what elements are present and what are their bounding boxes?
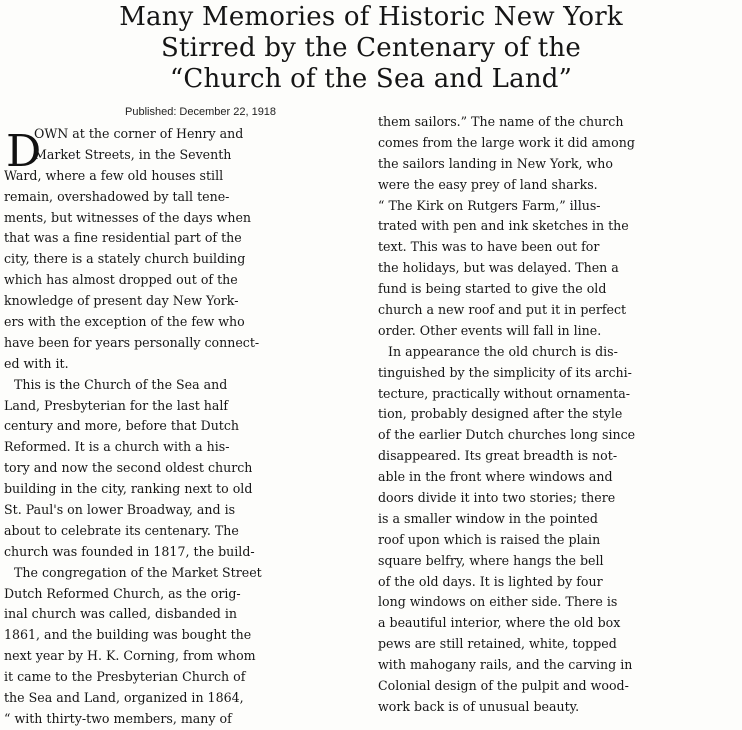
text-line: 1861, and the building was bought the — [4, 627, 252, 643]
headline-line-1: Many Memories of Historic New York — [119, 2, 623, 32]
text-line: roof upon which is raised the plain — [378, 531, 601, 547]
text-line: were the easy prey of land sharks. — [378, 176, 598, 192]
text-line: pews are still retained, white, topped — [378, 636, 617, 652]
text-line: ers with the exception of the few who — [4, 314, 245, 330]
right-column — [378, 112, 740, 718]
text-line: a beautiful interior, where the old box — [378, 615, 621, 631]
text-line: Colonial design of the pulpit and wood- — [378, 678, 629, 694]
text-line: which has almost dropped out of the — [4, 272, 238, 288]
text-line: In appearance the old church is dis- — [388, 343, 618, 359]
text-line: the holidays, but was delayed. Then a — [378, 260, 619, 276]
text-line: The congregation of the Market Street — [14, 564, 262, 580]
text-line: tinguished by the simplicity of its archi- — [378, 364, 632, 380]
drop-cap: D — [6, 126, 42, 177]
text-line: with mahogany rails, and the carving in — [378, 657, 633, 673]
text-line: Ward, where a few old houses still — [4, 167, 224, 183]
text-line: is a smaller window in the pointed — [378, 510, 598, 526]
text-line: This is the Church of the Sea and — [14, 376, 228, 392]
text-line: remain, overshadowed by tall tene- — [4, 188, 230, 204]
text-line: St. Paul's on lower Broadway, and is — [4, 502, 236, 518]
text-line: Dutch Reformed Church, as the orig- — [4, 585, 241, 601]
left-column — [4, 124, 366, 730]
text-line: have been for years personally connect- — [4, 334, 260, 350]
text-line: knowledge of present day New York- — [4, 293, 239, 309]
text-line: able in the front where windows and — [378, 469, 613, 485]
headline-line-2: Stirred by the Centenary of the — [161, 33, 581, 63]
text-line: them sailors.” The name of the church — [378, 114, 624, 129]
text-line: of the earlier Dutch churches long since — [378, 427, 636, 443]
published-date: Published: December 22, 1918 — [125, 106, 277, 118]
text-line: square belfry, where hangs the bell — [378, 552, 604, 568]
text-line: Reformed. It is a church with a his- — [4, 439, 230, 455]
text-line: church was founded in 1817, the build- — [4, 543, 255, 559]
text-line: city, there is a stately church building — [4, 251, 246, 267]
text-line: the Sea and Land, organized in 1864, — [4, 690, 244, 706]
text-line: tory and now the second oldest church — [4, 460, 253, 476]
text-line: disappeared. Its great breadth is not- — [378, 448, 618, 464]
text-line: ed with it. — [4, 355, 69, 371]
text-line: it came to the Presbyterian Church of — [4, 669, 246, 685]
text-line: “ with thirty-two members, many of — [4, 710, 232, 726]
text-line: tecture, practically without ornamenta- — [378, 385, 630, 401]
headline — [0, 2, 742, 95]
text-line: text. This was to have been out for — [378, 239, 600, 255]
text-line: order. Other events will fall in line. — [378, 322, 602, 338]
text-line: OWN at the corner of Henry and — [34, 126, 244, 141]
text-line: long windows on either side. There is — [378, 594, 618, 610]
text-line: that was a fine residential part of the — [4, 230, 242, 246]
text-line: Land, Presbyterian for the last half — [4, 397, 229, 413]
text-line: church a new roof and put it in perfect — [378, 302, 627, 318]
text-line: “ The Kirk on Rutgers Farm,” illus- — [378, 197, 601, 213]
text-line: work back is of unusual beauty. — [378, 698, 580, 714]
text-line: trated with pen and ink sketches in the — [378, 218, 629, 234]
text-line: tion, probably designed after the style — [378, 406, 623, 422]
text-line: about to celebrate its centenary. The — [4, 522, 239, 538]
text-line: next year by H. K. Corning, from whom — [4, 648, 256, 664]
text-line: of the old days. It is lighted by four — [378, 573, 603, 589]
text-line: building in the city, ranking next to old — [4, 481, 253, 497]
text-line: inal church was called, disbanded in — [4, 606, 237, 622]
text-line: doors divide it into two stories; there — [378, 490, 616, 506]
text-line: Market Streets, in the Seventh — [34, 146, 232, 162]
text-line: century and more, before that Dutch — [4, 418, 240, 434]
text-line: ments, but witnesses of the days when — [4, 209, 252, 225]
text-line: the sailors landing in New York, who — [378, 155, 613, 171]
headline-line-3: “Church of the Sea and Land” — [169, 64, 573, 94]
text-line: comes from the large work it did among — [378, 134, 635, 150]
text-line: fund is being started to give the old — [378, 281, 607, 297]
